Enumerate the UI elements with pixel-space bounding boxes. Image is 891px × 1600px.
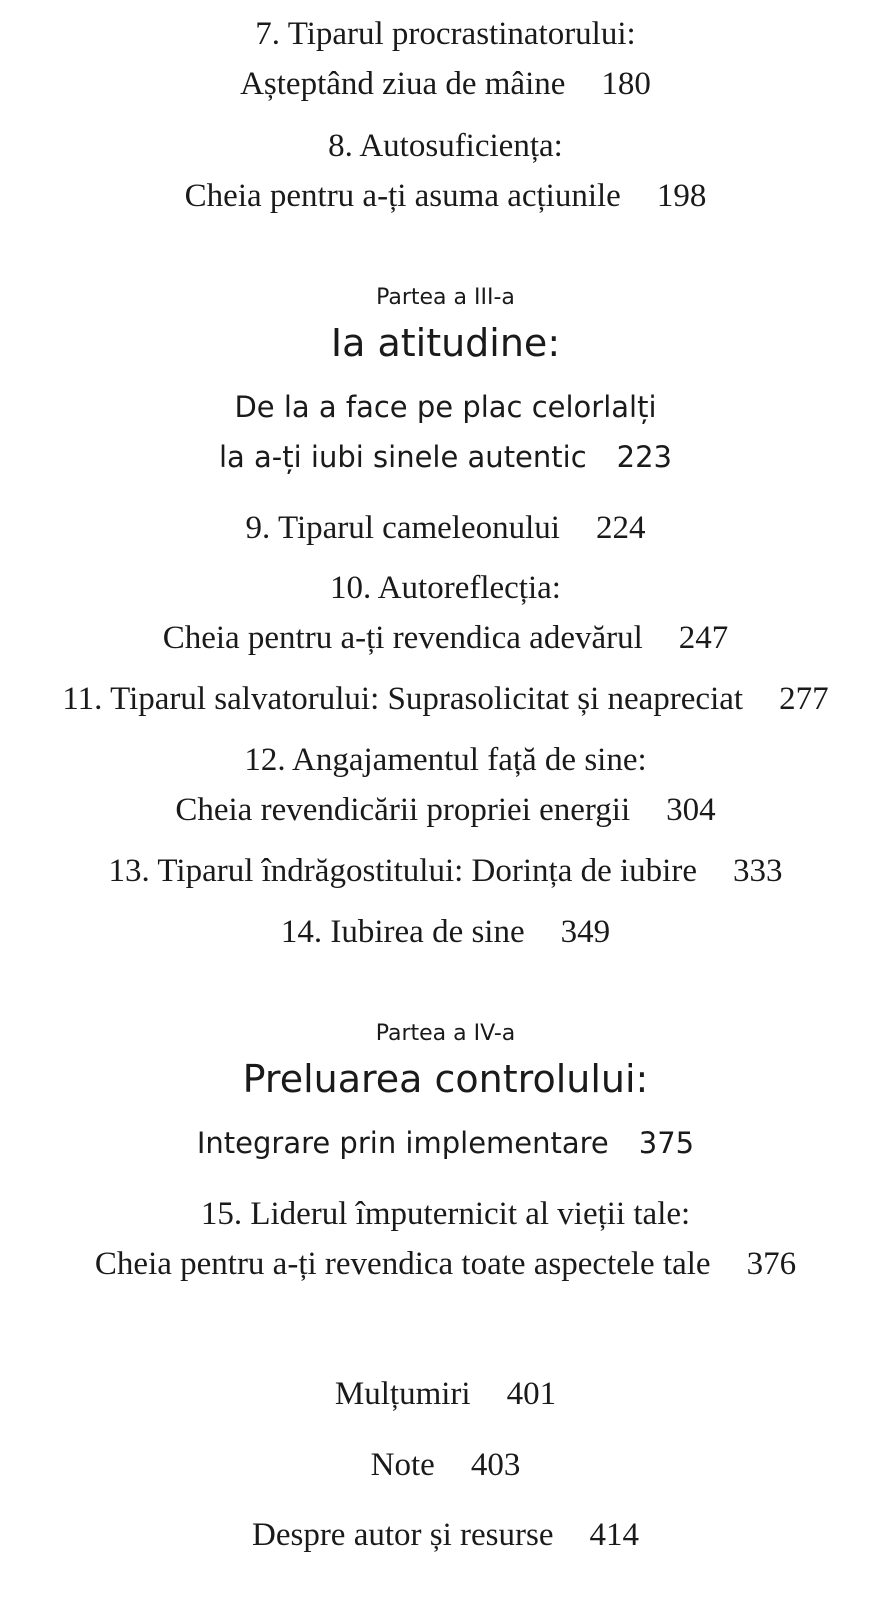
page-number: 375 [638,1126,695,1160]
toc-entry-text: 10. Autoreflecția: [330,570,561,606]
part-subtitle [0,1124,891,1162]
toc-entry-ch9 [0,508,891,548]
toc-entry-text: Cheia pentru a-ți asuma acțiunile [184,178,621,214]
page-number: 304 [666,792,716,828]
page-number: 224 [595,510,646,546]
part-label: Partea a IV-a [375,1021,516,1046]
toc-entry-text: 11. Tiparul salvatorului: Suprasolicitat și neapreciat [62,681,744,717]
toc-entry-ch8-title [0,126,891,166]
toc-entry-text: Despre autor și resurse [252,1517,554,1553]
toc-entry-ch11 [0,679,891,719]
part-title: Preluarea controlului: [242,1057,649,1101]
toc-entry-text: Mulțumiri [334,1376,471,1412]
page-number: 349 [560,914,611,950]
toc-entry-about [0,1515,891,1555]
toc-entry-text: 14. Iubirea de sine [280,914,525,950]
toc-entry-text: 7. Tiparul procrastinatorului: [255,16,636,52]
toc-entry-ch10-subtitle [0,618,891,658]
toc-entry-text: Cheia pentru a-ți revendica toate aspectele tale [94,1246,711,1282]
toc-entry-ch14 [0,912,891,952]
toc-entry-ch15-title [0,1194,891,1234]
page-number: 376 [746,1246,797,1282]
page-number: 180 [601,66,651,102]
toc-entry-text: Așteptând ziua de mâine [240,66,566,102]
toc-entry-notes [0,1445,891,1485]
toc-entry-thanks [0,1374,891,1414]
part-title: Ia atitudine: [330,321,561,365]
toc-entry-ch7-title [0,14,891,54]
page-number: 277 [779,681,829,717]
toc-entry-text: 9. Tiparul cameleonului [245,510,560,546]
toc-entry-text: 12. Angajamentul față de sine: [244,742,647,778]
page-number: 223 [616,440,673,474]
part-subtitle [0,388,891,426]
page-number: 247 [678,620,729,656]
page-number: 198 [656,178,707,214]
part-label: Partea a III-a [376,285,515,310]
page-number: 403 [470,1447,521,1483]
toc-entry-ch13 [0,851,891,891]
toc-entry-ch8-subtitle [0,176,891,216]
part-subtitle-text: De la a face pe plac celorlalți [234,390,657,424]
page-number: 333 [732,853,783,889]
toc-entry-ch15-subtitle [0,1244,891,1284]
part-subtitle [0,438,891,476]
page-number: 401 [506,1376,557,1412]
toc-entry-text: 8. Autosuficiența: [328,128,563,164]
part-subtitle-text: Integrare prin implementare [196,1126,609,1160]
toc-entry-text: Cheia revendicării propriei energii [175,792,631,828]
toc-entry-text: Cheia pentru a-ți revendica adevărul [162,620,643,656]
toc-entry-text: 15. Liderul împuternicit al vieții tale: [200,1196,691,1232]
toc-entry-ch12-subtitle [0,790,891,830]
page-number: 414 [589,1517,639,1553]
toc-entry-ch10-title [0,568,891,608]
toc-entry-text: Note [370,1447,435,1483]
toc-entry-ch7-subtitle [0,64,891,104]
toc-entry-ch12-title [0,740,891,780]
part-subtitle-text: la a-ți iubi sinele autentic [218,440,587,474]
toc-entry-text: 13. Tiparul îndrăgostitului: Dorința de iubire [108,853,697,889]
